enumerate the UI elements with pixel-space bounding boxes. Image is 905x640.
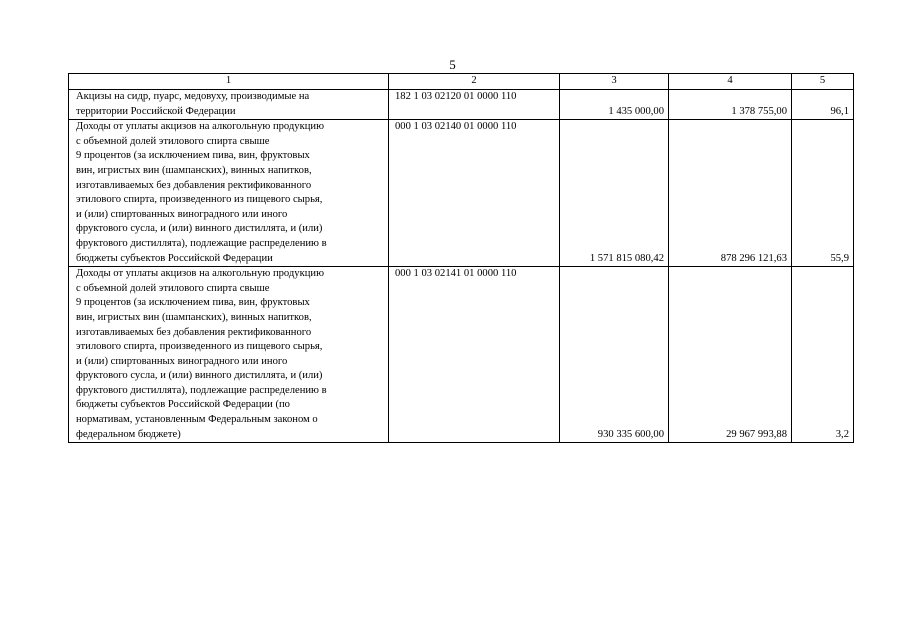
row-name-line: фруктового сусла, и (или) винного дистиллята, и (или): [76, 370, 323, 382]
header-col-3: 3: [560, 74, 669, 90]
row-name-line: 9 процентов (за исключением пива, вин, фруктовых: [76, 150, 310, 162]
revenue-table: [68, 73, 854, 443]
row-name-cell: [69, 267, 389, 443]
row-name-line: Акцизы на сидр, пуарс, медовуху, производимые на: [76, 91, 310, 102]
row-col5-cell: [792, 90, 854, 120]
row-name-line: изготавливаемых без добавления ректификованного: [76, 179, 312, 191]
row-col5-cell: [792, 120, 854, 267]
header-col-4: 4: [669, 74, 792, 90]
row-name-line: вин, игристых вин (шампанских), винных напитков,: [76, 164, 312, 176]
row-name-line: изготавливаемых без добавления ректификованного: [76, 326, 312, 338]
row-col4-value: 878 296 121,63: [720, 252, 787, 264]
row-name-line: этилового спирта, произведенного из пищевого сырья,: [76, 341, 323, 353]
row-col3-value: 1 435 000,00: [608, 105, 664, 117]
table-row: [69, 90, 854, 120]
table-row: [69, 120, 854, 267]
header-col-2: 2: [389, 74, 560, 90]
row-code-cell: 000 1 03 02140 01 0000 110: [389, 120, 560, 267]
row-col5-value: 55,9: [830, 252, 849, 264]
row-col4-value: 1 378 755,00: [731, 105, 787, 117]
row-col4-value: 29 967 993,88: [726, 428, 787, 440]
row-name-line: фруктового сусла, и (или) винного дистиллята, и (или): [76, 223, 323, 235]
table-header-row: [69, 74, 854, 90]
row-col4-cell: [669, 120, 792, 267]
row-col4-cell: [669, 267, 792, 443]
row-col5-cell: [792, 267, 854, 443]
row-name-cell: [69, 90, 389, 120]
row-name-line: нормативам, установленным Федеральным законом о: [76, 414, 318, 426]
table-row: [69, 267, 854, 443]
row-col4-cell: [669, 90, 792, 120]
row-name-line: этилового спирта, произведенного из пищевого сырья,: [76, 194, 323, 206]
row-col5-value: 96,1: [830, 105, 849, 117]
row-name-line: территории Российской Федерации: [76, 105, 236, 117]
row-col3-cell: [560, 120, 669, 267]
header-col-1: 1: [69, 74, 389, 90]
row-name-line: Доходы от уплаты акцизов на алкогольную продукцию: [76, 268, 325, 280]
row-name-line: и (или) спиртованных виноградного или иного: [76, 208, 288, 220]
row-name-line: федеральном бюджете): [76, 428, 181, 440]
row-code-cell: 182 1 03 02120 01 0000 110: [389, 90, 560, 120]
row-col3-cell: [560, 267, 669, 443]
row-col3-cell: [560, 90, 669, 120]
row-col3-value: 930 335 600,00: [597, 428, 664, 440]
row-col5-value: 3,2: [835, 428, 849, 440]
row-name-line: 9 процентов (за исключением пива, вин, фруктовых: [76, 297, 310, 309]
row-name-line: и (или) спиртованных виноградного или иного: [76, 355, 288, 367]
row-name-line: с объемной долей этилового спирта свыше: [76, 282, 270, 294]
row-name-line: Доходы от уплаты акцизов на алкогольную продукцию: [76, 121, 325, 133]
page-number: 5: [449, 57, 456, 72]
row-name-line: бюджеты субъектов Российской Федерации: [76, 252, 273, 264]
row-name-cell: [69, 120, 389, 267]
row-col3-value: 1 571 815 080,42: [589, 252, 664, 264]
row-name-line: бюджеты субъектов Российской Федерации (по: [76, 399, 290, 411]
row-name-line: фруктового дистиллята), подлежащие распределению в: [76, 384, 327, 396]
row-code-cell: 000 1 03 02141 01 0000 110: [389, 267, 560, 443]
row-name-line: фруктового дистиллята), подлежащие распределению в: [76, 237, 327, 249]
row-name-line: вин, игристых вин (шампанских), винных напитков,: [76, 311, 312, 323]
header-col-5: 5: [792, 74, 854, 90]
row-name-line: с объемной долей этилового спирта свыше: [76, 135, 270, 147]
